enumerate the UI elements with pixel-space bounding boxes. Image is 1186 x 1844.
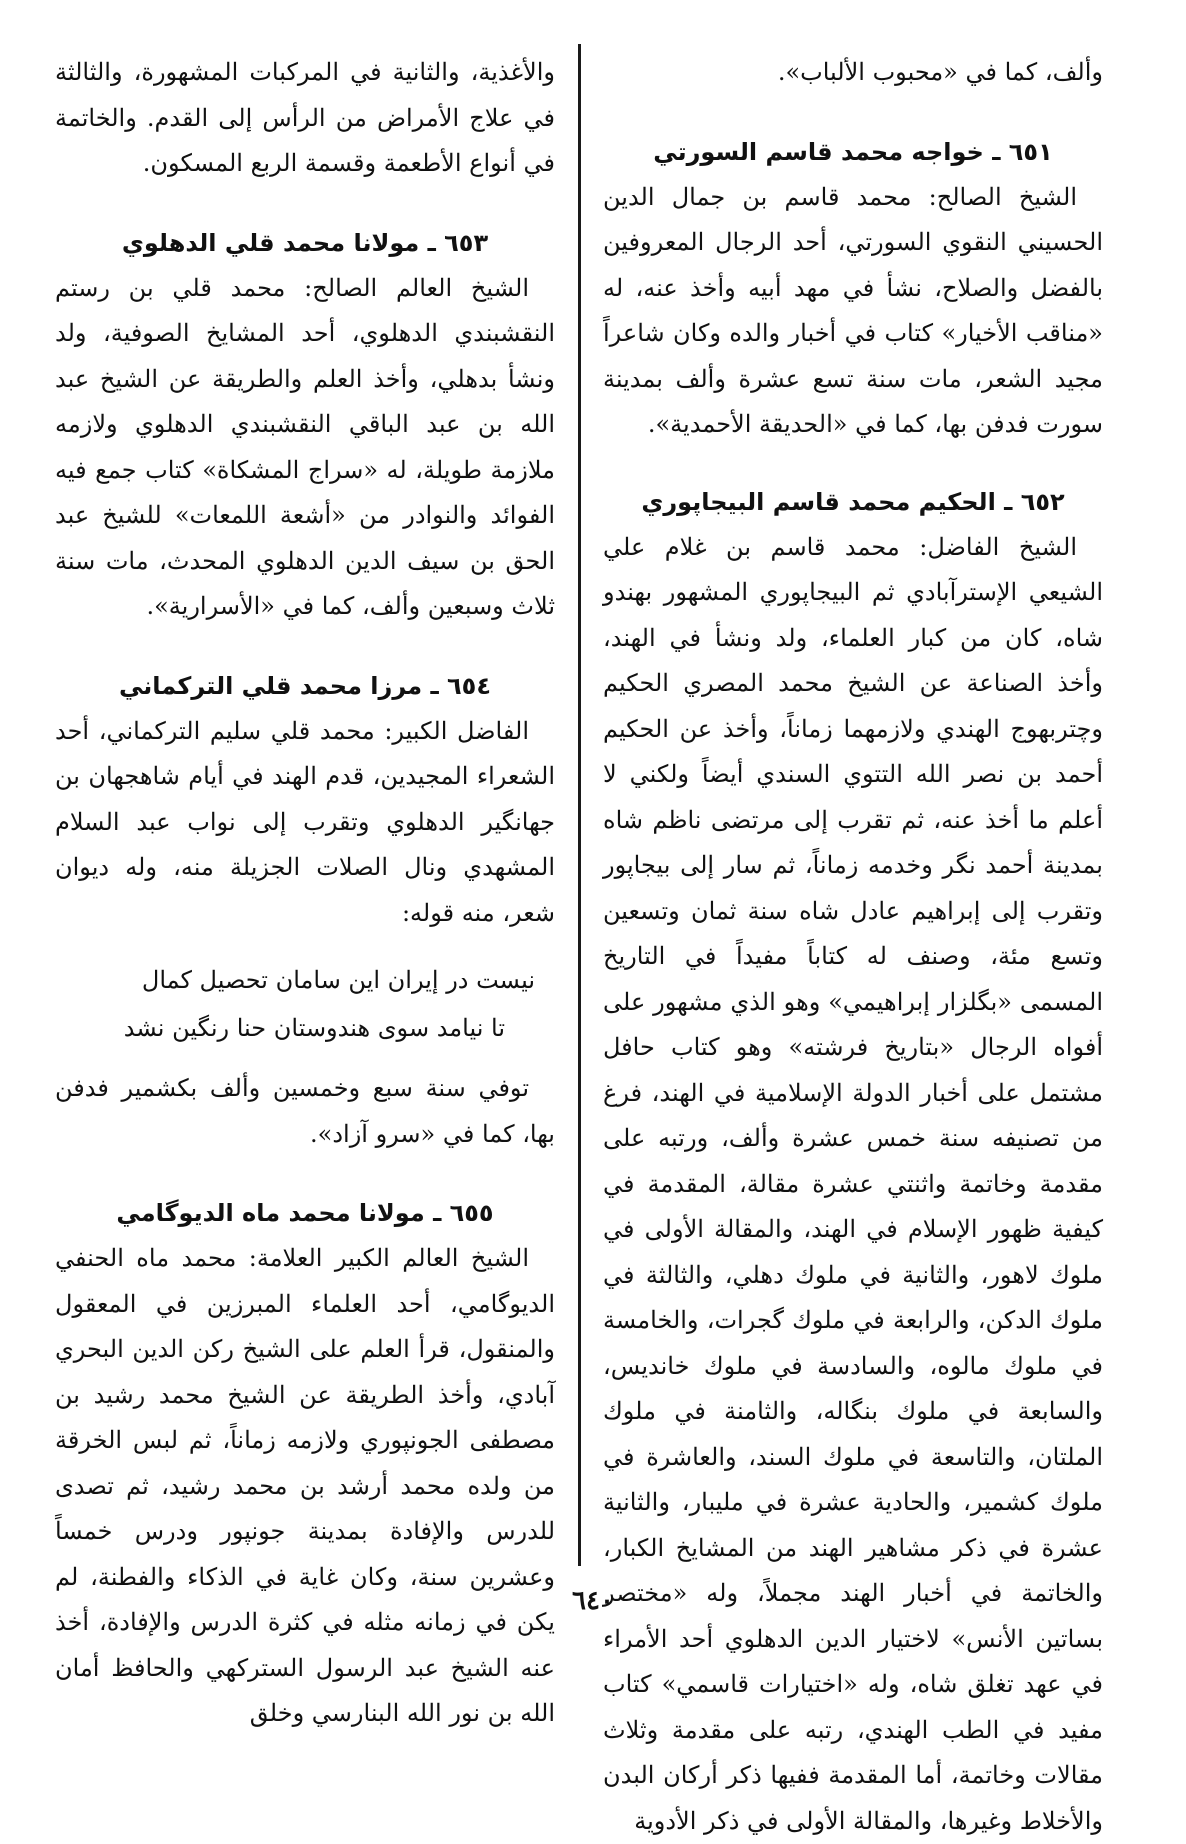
entry-654-heading: ٦٥٤ ـ مرزا محمد قلي التركماني <box>55 664 555 709</box>
intro-text: وألف، كما في «محبوب الألباب». <box>603 50 1103 96</box>
entry-652-heading: ٦٥٢ ـ الحكيم محمد قاسم البيجاپوري <box>603 480 1103 525</box>
entry-654-closing: توفي سنة سبع وخمسين وألف بكشمير فدفن بها، كما في «سرو آزاد». <box>55 1066 555 1157</box>
verse-line: نيست در إيران اين سامان تحصيل كمال <box>55 956 555 1004</box>
entry-654-body: الفاضل الكبير: محمد قلي سليم التركماني، أحد الشعراء المجيدين، قدم الهند في أيام شاهجهان بن جهانگير الدهلوي وتقرب إلى نواب عبد السلام المشهدي ونال الصلات الجزيلة منه، وله ديوان شعر، منه قوله: <box>55 709 555 937</box>
entry-655-body: الشيخ العالم الكبير العلامة: محمد ماه الحنفي الديوگامي، أحد العلماء المبرزين في المعقول والمنقول، قرأ العلم على الشيخ ركن الدين البحري آبادي، وأخذ الطريقة عن الشيخ محمد رشيد بن مصطفى الجونپوري ولازمه زماناً، ثم لبس الخرقة من ولده محمد أرشد بن محمد رشيد، ثم تصدى للدرس والإفادة بمدينة جونپور ودرس خمساً وعشرين سنة، وكان غاية في الذكاء والفطنة، لم يكن في زمانه مثله في كثرة الدرس والإفادة، أخذ عنه الشيخ عبد الرسول الستركهي والحافظ أمان الله بن نور الله البنارسي وخلق <box>55 1236 555 1737</box>
entry-653-heading: ٦٥٣ ـ مولانا محمد قلي الدهلوي <box>55 221 555 266</box>
column-divider <box>578 44 581 1566</box>
page-number: ٦٤٠ <box>0 1586 1186 1616</box>
entry-653-body: الشيخ العالم الصالح: محمد قلي بن رستم النقشبندي الدهلوي، أحد المشايخ الصوفية، ولد ونشأ بدهلي، وأخذ العلم والطريقة عن الشيخ عبد الله بن عبد الباقي النقشبندي الدهلوي ولازمه ملازمة طويلة، له «سراج المشكاة» كتاب جمع فيه الفوائد والنوادر من «أشعة اللمعات» للشيخ عبد الحق بن سيف الدين الدهلوي المحدث، مات سنة ثلاث وسبعين وألف، كما في «الأسرارية». <box>55 266 555 630</box>
poem-verses <box>55 956 555 1052</box>
right-column <box>603 50 1103 1844</box>
verse-line: تا نيامد سوى هندوستان حنا رنگين نشد <box>55 1004 555 1052</box>
entry-652-body: الشيخ الفاضل: محمد قاسم بن غلام علي الشيعي الإسترآبادي ثم البيجاپوري المشهور بهندو شاه، كان من كبار العلماء، ولد ونشأ في الهند، وأخذ الصناعة عن الشيخ محمد المصري الحكيم وچتربهوج الهندي ولازمهما زماناً، وأخذ عن الحكيم أحمد بن نصر الله التتوي السندي أيضاً ولكني لا أعلم ما أخذ عنه، ثم تقرب إلى مرتضى ناظم شاه بمدينة أحمد نگر وخدمه زماناً، ثم سار إلى بيجاپور وتقرب إلى إبراهيم عادل شاه سنة ثمان وتسعين وتسع مئة، وصنف له كتاباً مفيداً في التاريخ المسمى «بگلزار إبراهيمي» وهو الذي مشهور على أفواه الرجال «بتاريخ فرشته» وهو كتاب حافل مشتمل على أخبار الدولة الإسلامية في الهند، فرغ من تصنيفه سنة خمس عشرة وألف، ورتبه على مقدمة وخاتمة واثنتي عشرة مقالة، المقدمة في كيفية ظهور الإسلام في الهند، والمقالة الأولى في ملوك لاهور، والثانية في ملوك دهلي، والثالثة في ملوك الدكن، والرابعة في ملوك گجرات، والخامسة في ملوك مالوه، والسادسة في ملوك خانديس، والسابعة في ملوك بنگاله، والثامنة في ملوك الملتان، والتاسعة في ملوك السند، والعاشرة في ملوك كشمير، والحادية عشرة في مليبار، والثانية عشرة في ذكر مشاهير الهند من المشايخ الكبار، والخاتمة في أخبار الهند مجملاً، وله «مختصر بساتين الأنس» لاختيار الدين الدهلوي أحد الأمراء في عهد تغلق شاه، وله «اختيارات قاسمي» كتاب مفيد في الطب الهندي، رتبه على مقدمة وثلاث مقالات وخاتمة، أما المقدمة ففيها ذكر أركان البدن والأخلاط وغيرها، والمقالة الأولى في ذكر الأدوية <box>603 525 1103 1844</box>
continuation-text: والأغذية، والثانية في المركبات المشهورة، والثالثة في علاج الأمراض من الرأس إلى القدم. والخاتمة في أنواع الأطعمة وقسمة الربع المسكون. <box>55 50 555 187</box>
left-column <box>55 50 555 1737</box>
entry-655-heading: ٦٥٥ ـ مولانا محمد ماه الديوگامي <box>55 1191 555 1236</box>
entry-651-heading: ٦٥١ ـ خواجه محمد قاسم السورتي <box>603 130 1103 175</box>
entry-651-body: الشيخ الصالح: محمد قاسم بن جمال الدين الحسيني النقوي السورتي، أحد الرجال المعروفين بالفضل والصلاح، نشأ في مهد أبيه وأخذ عنه، له «مناقب الأخيار» كتاب في أخبار والده وكان شاعراً مجيد الشعر، مات سنة تسع عشرة وألف بمدينة سورت فدفن بها، كما في «الحديقة الأحمدية». <box>603 175 1103 448</box>
